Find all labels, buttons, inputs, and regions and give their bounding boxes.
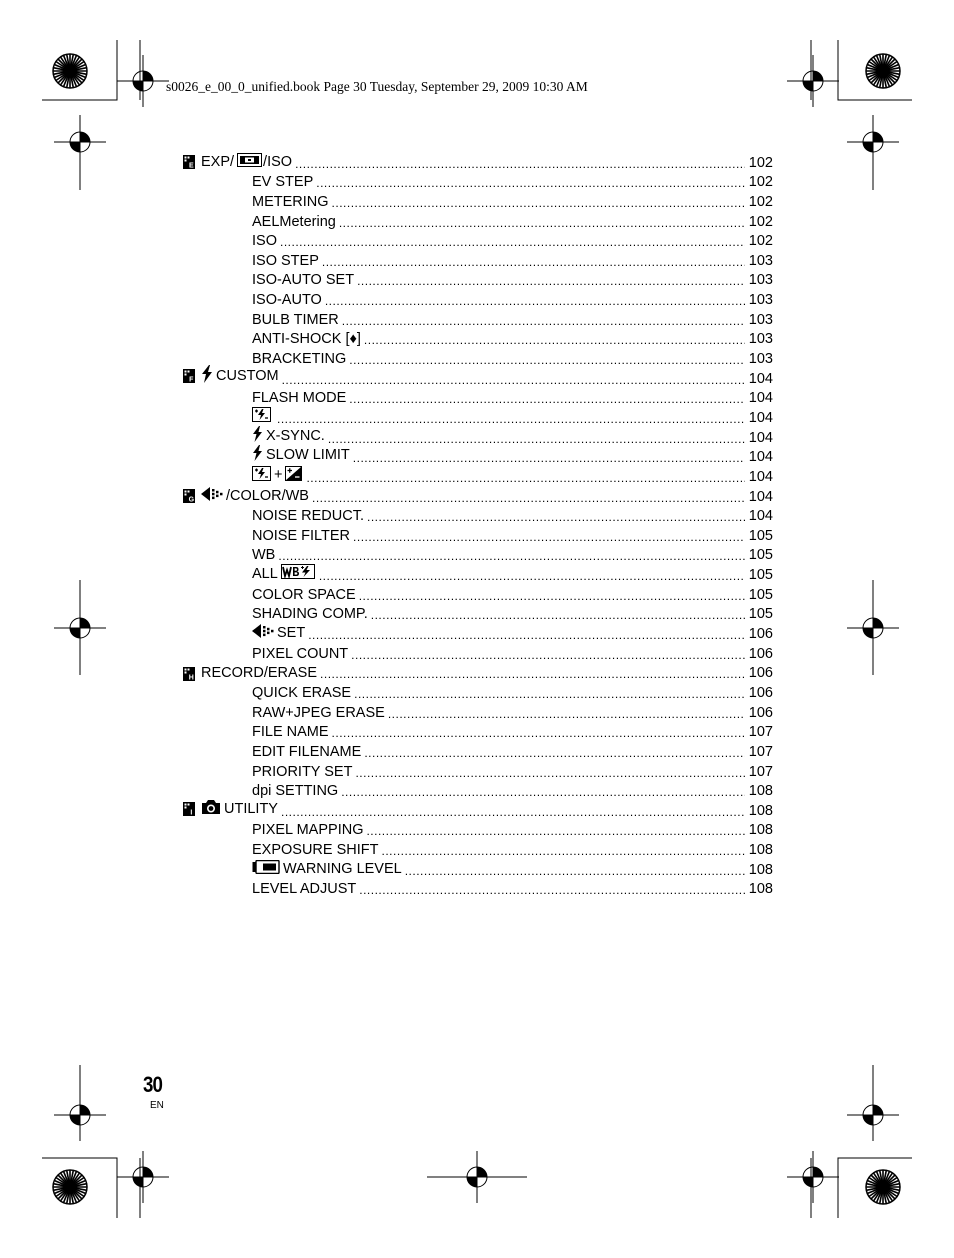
toc-page-number: 103 xyxy=(748,351,773,368)
toc-entry-text: PIXEL MAPPING xyxy=(252,822,364,839)
toc-page-number: 103 xyxy=(748,272,773,289)
toc-entry-label xyxy=(252,253,319,270)
menu-f-icon xyxy=(183,369,195,383)
toc-entry-text: BRACKETING xyxy=(252,351,347,368)
toc-entry-label xyxy=(252,508,364,525)
dot-leader xyxy=(339,216,745,231)
toc-entry xyxy=(183,447,773,467)
dot-leader xyxy=(277,412,745,427)
battery-icon xyxy=(252,860,280,879)
toc-entry-label xyxy=(252,426,325,447)
toc-page-number: 106 xyxy=(748,704,773,721)
toc-entry-text: CUSTOM xyxy=(216,367,279,384)
dot-leader xyxy=(332,726,745,741)
toc-page-number: 102 xyxy=(748,213,773,230)
svg-text:E: E xyxy=(188,162,194,170)
toc-page-number: 108 xyxy=(748,802,773,819)
toc-page-number: 107 xyxy=(748,724,773,741)
toc-section-entry xyxy=(183,152,773,172)
dot-leader xyxy=(316,176,745,191)
menu-i-icon xyxy=(183,802,195,816)
toc-entry-label xyxy=(252,764,352,781)
dot-leader xyxy=(325,294,745,309)
toc-entry-text: ISO xyxy=(252,233,277,250)
toc-page-number: 104 xyxy=(748,449,773,466)
toc-page-number: 108 xyxy=(748,822,773,839)
toc-entry-text: EXPOSURE SHIFT xyxy=(252,842,379,859)
dot-leader xyxy=(282,373,745,388)
toc-section-entry xyxy=(183,368,773,388)
toc-page-number: 106 xyxy=(748,626,773,643)
toc-entry-text: dpi SETTING xyxy=(252,783,339,800)
toc-page-number: 108 xyxy=(748,842,773,859)
svg-text:G: G xyxy=(188,496,195,504)
toc-entry-text: SLOW LIMIT xyxy=(266,447,350,464)
toc-entry-label xyxy=(183,365,279,388)
toc-entry-text: EV STEP xyxy=(252,174,314,191)
toc-entry-text: PIXEL COUNT xyxy=(252,645,349,662)
page-language: EN xyxy=(150,1100,164,1111)
toc-entry-label xyxy=(252,606,368,623)
toc-entry-text: /COLOR/WB xyxy=(226,487,309,504)
toc-entry-text: SHADING COMP. xyxy=(252,606,368,623)
toc-page-number: 105 xyxy=(748,606,773,623)
toc-page-number: 105 xyxy=(748,547,773,564)
toc-page-number: 108 xyxy=(748,861,773,878)
dot-leader xyxy=(351,648,745,663)
toc-entry xyxy=(183,506,773,526)
toc-entry xyxy=(183,604,773,624)
menu-g-icon xyxy=(183,489,195,503)
toc-entry-text: RECORD/ERASE xyxy=(201,665,318,682)
toc-page-number: 106 xyxy=(748,645,773,662)
toc-page-number: 104 xyxy=(748,429,773,446)
toc-entry xyxy=(183,722,773,742)
svg-text:F: F xyxy=(189,376,194,384)
dot-leader xyxy=(320,667,745,682)
toc-entry-text: SET xyxy=(277,625,306,642)
toc-entry xyxy=(183,545,773,565)
camera-icon xyxy=(201,799,221,820)
toc-entry-text: LEVEL ADJUST xyxy=(252,881,357,898)
toc-entry-label xyxy=(252,564,316,584)
toc-entry-label xyxy=(252,312,339,329)
toc-entry-text: FILE NAME xyxy=(252,724,329,741)
dot-leader xyxy=(405,864,745,879)
toc-entry-text: RAW+JPEG ERASE xyxy=(252,704,385,721)
toc-entry-text-suffix: /ISO xyxy=(263,153,293,170)
dot-leader xyxy=(359,589,745,604)
toc-entry xyxy=(183,172,773,192)
toc-entry-label xyxy=(252,705,385,722)
toc-entry-label xyxy=(252,466,303,486)
toc-entry-text: NOISE FILTER xyxy=(252,527,351,544)
toc-entry-label xyxy=(183,799,278,820)
toc-entry xyxy=(183,407,773,427)
dot-leader xyxy=(366,824,745,839)
toc-entry xyxy=(183,564,773,584)
toc-entry xyxy=(183,289,773,309)
toc-section-entry xyxy=(183,800,773,820)
menu-h-icon xyxy=(183,667,195,681)
toc-entry-label xyxy=(252,445,350,466)
toc-entry xyxy=(183,643,773,663)
image-quality-icon xyxy=(252,624,274,643)
toc-entry-label xyxy=(252,860,402,879)
dot-leader xyxy=(332,196,745,211)
dot-leader xyxy=(357,274,745,289)
toc-entry-text: PRIORITY SET xyxy=(252,763,353,780)
dot-leader xyxy=(328,432,745,447)
dot-leader xyxy=(353,530,745,545)
toc-entry xyxy=(183,761,773,781)
toc-entry-text: QUICK ERASE xyxy=(252,684,352,701)
toc-page-number: 106 xyxy=(748,684,773,701)
toc-page-number: 107 xyxy=(748,743,773,760)
dot-leader xyxy=(349,392,745,407)
dot-leader xyxy=(341,785,745,800)
dot-leader xyxy=(312,491,745,506)
toc-page-number: 105 xyxy=(748,527,773,544)
toc-entry-label xyxy=(183,665,317,682)
toc-entry-label xyxy=(252,233,277,250)
dot-leader xyxy=(354,687,745,702)
toc-entry-text: ISO-AUTO SET xyxy=(252,272,355,289)
dot-leader xyxy=(359,883,745,898)
toc-entry xyxy=(183,741,773,761)
toc-entry xyxy=(183,525,773,545)
toc-entry-label xyxy=(252,744,361,761)
toc-entry-label xyxy=(252,822,363,839)
toc-entry-label xyxy=(252,646,348,663)
toc-entry xyxy=(183,781,773,801)
toc-section-entry xyxy=(183,663,773,683)
toc-entry xyxy=(183,584,773,604)
toc-entry-text: WB xyxy=(252,547,276,564)
dot-leader xyxy=(353,451,745,466)
dot-leader xyxy=(382,844,746,859)
page-number: 30 xyxy=(143,1072,163,1097)
toc-page-number: 103 xyxy=(748,252,773,269)
toc-entry-text: X-SYNC. xyxy=(266,427,325,444)
toc-page-number: 104 xyxy=(748,370,773,387)
toc-entry-label xyxy=(252,724,329,741)
toc-entry-label xyxy=(252,174,313,191)
toc-entry-label xyxy=(252,390,346,407)
dot-leader xyxy=(306,471,745,486)
toc-entry-label xyxy=(252,292,322,309)
toc-entry-text: ISO-AUTO xyxy=(252,292,322,309)
toc-entry-label xyxy=(252,624,305,643)
toc-entry xyxy=(183,820,773,840)
toc-page-number: 102 xyxy=(748,233,773,250)
toc-page-number: 108 xyxy=(748,783,773,800)
flash-small-icon xyxy=(252,445,263,466)
exposure-compensation-icon xyxy=(285,466,302,486)
toc-entry-text: UTILITY xyxy=(224,800,278,817)
dot-leader xyxy=(355,766,745,781)
toc-entry-label xyxy=(252,214,336,231)
wb-flash-icon xyxy=(281,564,315,584)
toc-entry-text: ALL xyxy=(252,565,278,582)
dot-leader xyxy=(364,746,745,761)
toc-entry xyxy=(183,309,773,329)
toc-entry-text: ANTI-SHOCK [♦] xyxy=(252,331,361,348)
menu-e-icon xyxy=(183,155,195,169)
toc-entry-label xyxy=(252,331,361,348)
dot-leader xyxy=(364,333,745,348)
toc-page-number: 107 xyxy=(748,763,773,780)
toc-entry-text: EXP/ xyxy=(201,153,235,170)
dot-leader xyxy=(371,608,745,623)
toc-page-number: 103 xyxy=(748,292,773,309)
toc-entry-label xyxy=(252,842,379,859)
toc-entry xyxy=(183,211,773,231)
metering-frame-icon xyxy=(237,153,262,172)
toc-entry xyxy=(183,623,773,643)
toc-page-number: 104 xyxy=(748,409,773,426)
toc-entry xyxy=(183,250,773,270)
toc-entry xyxy=(183,682,773,702)
dot-leader xyxy=(281,805,745,820)
dot-leader xyxy=(295,157,745,172)
flash-compensation-icon xyxy=(252,466,271,486)
toc-entry-label xyxy=(252,783,338,800)
toc-page-number: 106 xyxy=(748,665,773,682)
flash-small-icon xyxy=(252,426,263,447)
toc-entry-label xyxy=(252,685,351,702)
image-quality-icon xyxy=(201,487,223,506)
dot-leader xyxy=(388,707,745,722)
toc-entry xyxy=(183,231,773,251)
toc-entry-text: WARNING LEVEL xyxy=(283,860,402,877)
toc-page-number: 102 xyxy=(748,174,773,191)
toc-entry-label xyxy=(252,881,356,898)
toc-entry xyxy=(183,388,773,408)
toc-page-number: 102 xyxy=(748,154,773,171)
toc-page-number: 104 xyxy=(748,390,773,407)
toc-entry-text: COLOR SPACE xyxy=(252,586,356,603)
toc-entry-label xyxy=(252,407,274,427)
toc-entry-text: EDIT FILENAME xyxy=(252,743,362,760)
toc-entry xyxy=(183,191,773,211)
toc-entry xyxy=(183,879,773,899)
toc-entry xyxy=(183,466,773,486)
toc-section-entry xyxy=(183,486,773,506)
dot-leader xyxy=(349,353,745,368)
table-of-contents xyxy=(183,152,773,898)
toc-entry-text: BULB TIMER xyxy=(252,311,339,328)
svg-text:H: H xyxy=(188,674,194,681)
toc-page-number: 105 xyxy=(748,586,773,603)
dot-leader xyxy=(322,255,745,270)
book-file-header: s0026_e_00_0_unified.book Page 30 Tuesday, September 29, 2009 10:30 AM xyxy=(166,79,588,94)
toc-entry xyxy=(183,329,773,349)
toc-page-number: 104 xyxy=(748,468,773,485)
toc-page-number: 105 xyxy=(748,567,773,584)
dot-leader xyxy=(342,314,745,329)
dot-leader xyxy=(278,549,745,564)
toc-entry-text: + xyxy=(274,467,283,484)
toc-entry-label xyxy=(252,272,354,289)
toc-entry-label xyxy=(252,528,350,545)
toc-entry-label xyxy=(183,153,292,172)
toc-entry-label xyxy=(183,487,309,506)
toc-entry xyxy=(183,270,773,290)
toc-page-number: 104 xyxy=(748,488,773,505)
toc-entry xyxy=(183,859,773,879)
toc-entry-text: ISO STEP xyxy=(252,252,319,269)
toc-entry xyxy=(183,427,773,447)
flash-compensation-icon xyxy=(252,407,271,427)
toc-page-number: 102 xyxy=(748,193,773,210)
toc-entry-label xyxy=(252,547,275,564)
toc-entry-label xyxy=(252,587,356,604)
toc-page-number: 103 xyxy=(748,331,773,348)
toc-entry-text: NOISE REDUCT. xyxy=(252,508,364,525)
dot-leader xyxy=(308,628,745,643)
toc-entry-text: FLASH MODE xyxy=(252,390,347,407)
flash-icon xyxy=(201,365,213,388)
toc-entry-label xyxy=(252,194,329,211)
dot-leader xyxy=(367,510,745,525)
toc-page-number: 103 xyxy=(748,311,773,328)
toc-entry-text: METERING xyxy=(252,193,329,210)
toc-page-number: 104 xyxy=(748,508,773,525)
dot-leader xyxy=(280,235,745,250)
dot-leader xyxy=(319,569,745,584)
toc-entry xyxy=(183,839,773,859)
toc-entry-text: AELMetering xyxy=(252,213,336,230)
toc-entry xyxy=(183,702,773,722)
svg-text:I: I xyxy=(190,809,193,817)
toc-page-number: 108 xyxy=(748,881,773,898)
